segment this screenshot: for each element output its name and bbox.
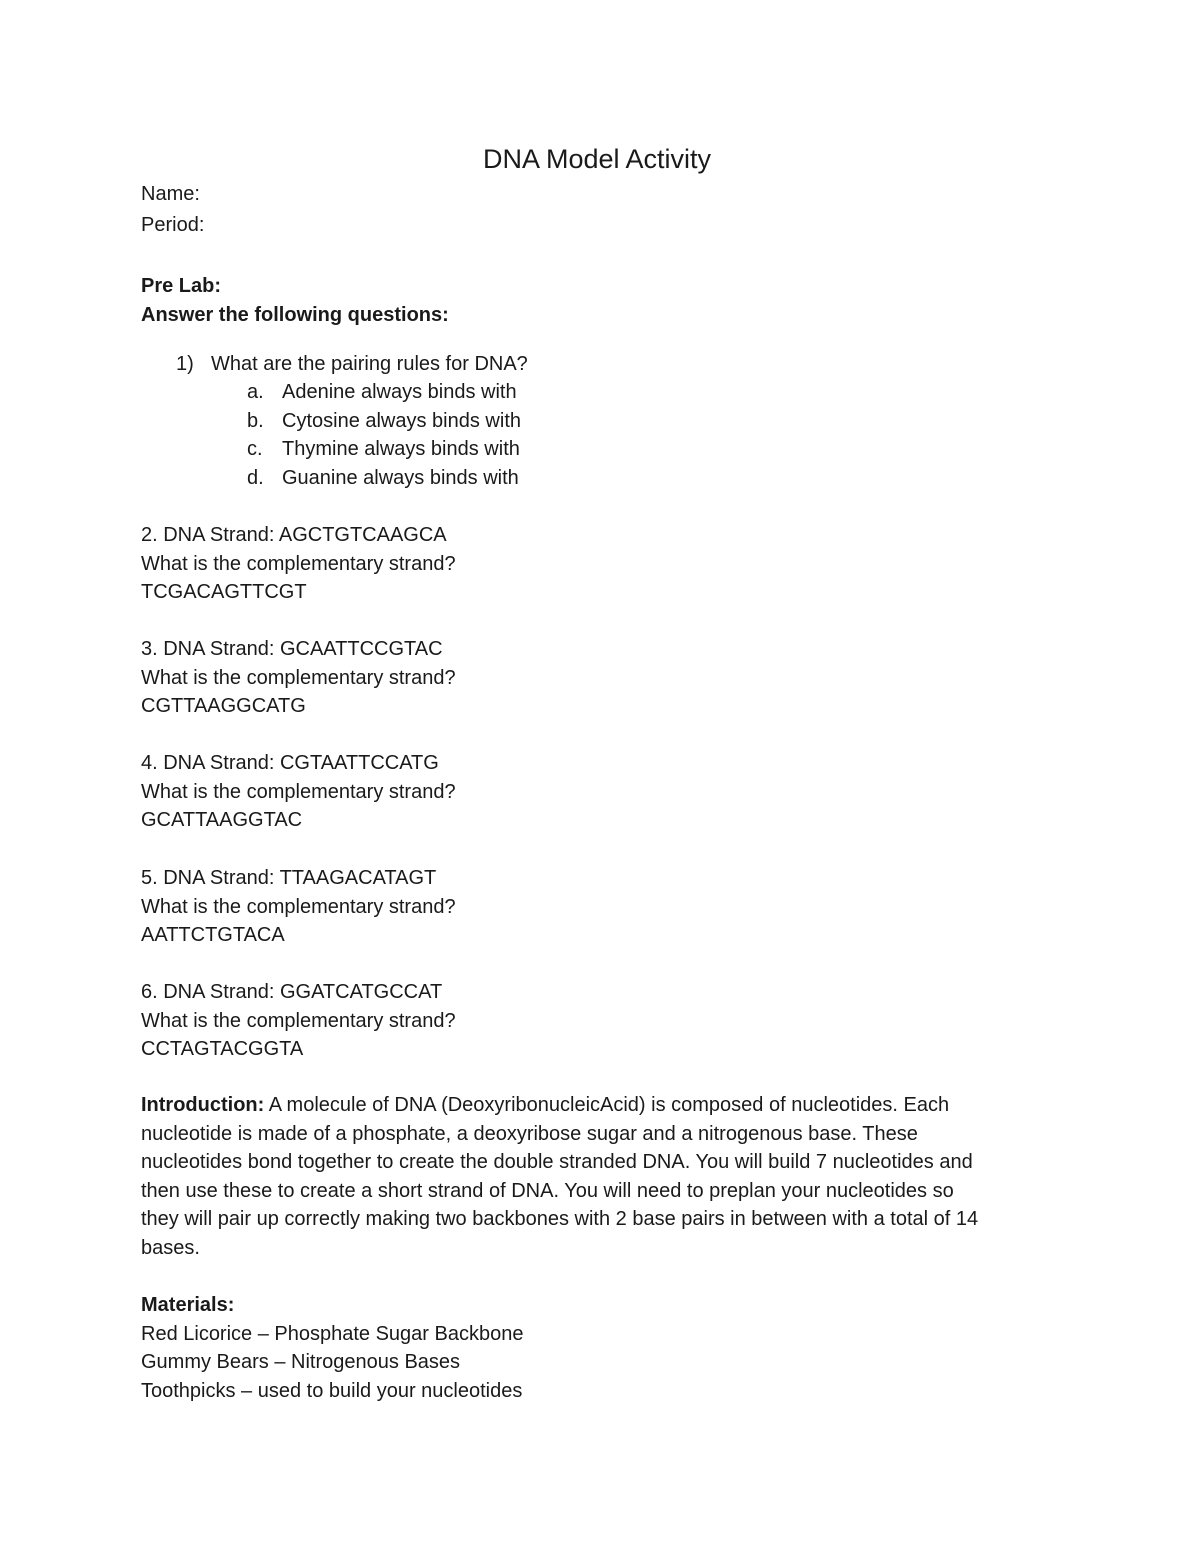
period-field-label: Period: <box>141 214 205 236</box>
strand-prompt: What is the complementary strand? <box>141 666 456 689</box>
strand-question <box>141 864 456 950</box>
strand-sequence: 4. DNA Strand: CGTAATTCCATG <box>141 752 439 774</box>
pairing-rule-text: Thymine always binds with <box>282 438 520 460</box>
strand-prompt: What is the complementary strand? <box>141 1009 456 1032</box>
strand-sequence: 2. DNA Strand: AGCTGTCAAGCA <box>141 524 447 546</box>
strand-answer: CGTTAAGGCATG <box>141 695 306 717</box>
strand-answer: TCGACAGTTCGT <box>141 581 307 603</box>
strand-answer: GCATTAAGGTAC <box>141 809 303 831</box>
pairing-rule-label: d. <box>247 467 264 489</box>
strand-sequence: 5. DNA Strand: TTAAGACATAGT <box>141 867 437 889</box>
strand-question <box>141 521 456 607</box>
introduction-text: then use these to create a short strand of DNA. You will need to preplan your nucleotides so <box>141 1179 954 1202</box>
question-1-text: What are the pairing rules for DNA? <box>211 353 528 375</box>
pairing-rule-item <box>247 378 517 407</box>
strand-sequence: 6. DNA Strand: GGATCATGCCAT <box>141 981 443 1003</box>
strand-prompt: What is the complementary strand? <box>141 895 456 918</box>
pairing-rule-label: c. <box>247 438 263 460</box>
materials-heading: Materials: <box>141 1294 235 1316</box>
page-title: DNA Model Activity <box>482 144 712 174</box>
name-field-label: Name: <box>141 183 200 205</box>
introduction-text: A molecule of DNA (DeoxyribonucleicAcid) is composed of nucleotides. Each <box>264 1094 950 1116</box>
introduction-text: nucleotides bond together to create the double stranded DNA. You will build 7 nucleotides and <box>141 1151 973 1173</box>
introduction-text: they will pair up correctly making two backbones with 2 base pairs in between with a total of 14 <box>141 1208 979 1230</box>
pairing-rule-text: Adenine always binds with <box>282 381 517 403</box>
pairing-rule-item <box>247 435 520 464</box>
strand-sequence: 3. DNA Strand: GCAATTCCGTAC <box>141 638 443 660</box>
pairing-rule-item <box>247 464 519 493</box>
strand-question <box>141 749 456 835</box>
pairing-rule-label: a. <box>247 381 264 403</box>
introduction-text: bases. <box>141 1236 200 1259</box>
materials-section <box>141 1291 523 1405</box>
introduction-text: nucleotide is made of a phosphate, a deoxyribose sugar and a nitrogenous base. These <box>141 1122 918 1145</box>
strand-prompt: What is the complementary strand? <box>141 552 456 575</box>
prelab-instruction: Answer the following questions: <box>141 304 449 326</box>
strand-answer: CCTAGTACGGTA <box>141 1038 304 1060</box>
materials-item: Gummy Bears – Nitrogenous Bases <box>141 1351 461 1373</box>
strand-answer: AATTCTGTACA <box>141 924 285 946</box>
pairing-rule-text: Cytosine always binds with <box>282 410 521 432</box>
prelab-heading: Pre Lab: <box>141 275 222 297</box>
strand-question <box>141 978 456 1064</box>
pairing-rule-text: Guanine always binds with <box>282 467 519 489</box>
question-1-number: 1) <box>176 353 194 375</box>
pairing-rule-item <box>247 407 521 436</box>
introduction-label: Introduction: <box>141 1094 265 1116</box>
materials-item: Red Licorice – Phosphate Sugar Backbone <box>141 1322 524 1345</box>
introduction-paragraph <box>141 1091 978 1262</box>
strand-prompt: What is the complementary strand? <box>141 780 456 803</box>
strand-question <box>141 635 456 721</box>
materials-item: Toothpicks – used to build your nucleotides <box>141 1379 523 1402</box>
pairing-rule-label: b. <box>247 410 264 432</box>
